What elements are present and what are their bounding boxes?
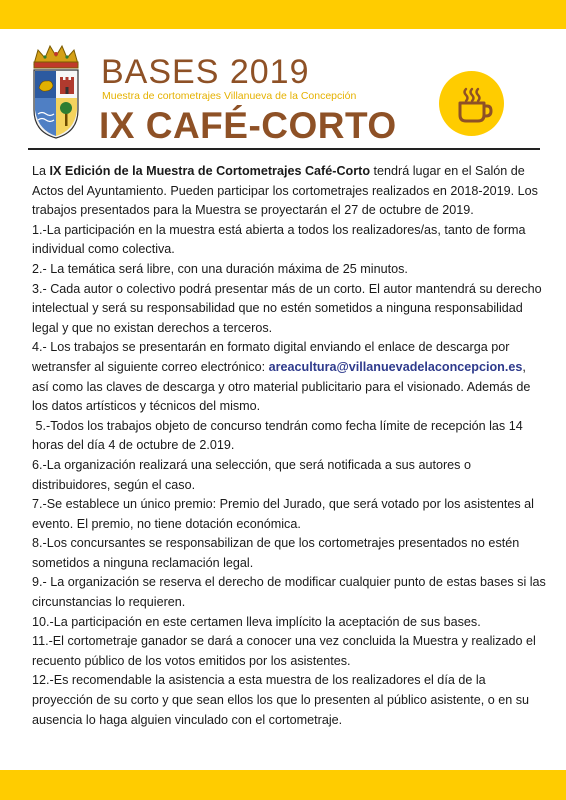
contact-email-link[interactable]: areacultura@villanuevadelaconcepcion.es <box>268 359 523 374</box>
rule-7: 7.-Se establece un único premio: Premio del Jurado, que será votado por los asistentes al evento. El premio, no tiene dotación económica. <box>32 497 534 531</box>
rule-3: 3.- Cada autor o colectivo podrá presentar más de un corto. El autor mantendrá su derecho intelectual y será su responsabilidad que no estén sometidos a ninguna responsabilidad legal y que no existan derechos a terceros. <box>32 281 542 335</box>
intro-bold: IX Edición de la Muestra de Cortometrajes Café-Corto <box>49 164 371 178</box>
intro-post: tendrá lugar en el Salón de Actos del Ayuntamiento. Pueden participar los cortometrajes realizados en 2018-2019. Los trabajos presentados para la Muestra se proyectarán el 27 de octubre de 2019. <box>32 164 538 218</box>
rule-4 <box>32 338 546 416</box>
rule-8: 8.-Los concursantes se responsabilizan de que los cortometrajes presentados no estén sometidos a ninguna reclamación legal. <box>32 536 520 570</box>
header-divider <box>28 148 540 150</box>
rule-12: 12.-Es recomendable la asistencia a esta muestra de los realizadores el día de la proyección de su corto y que sean ellos los que lo presenten al público asistente, o en su ausencia lo haga alguien vinculado con el cortometraje. <box>32 673 530 727</box>
intro-paragraph <box>32 162 546 221</box>
rule-9: 9.- La organización se reserva el derecho de modificar cualquier punto de estas bases si las circunstancias lo requieren. <box>32 575 546 610</box>
rule-4-text: 4.- Los trabajos se presentarán en formato digital enviando el enlace de descarga por wetransfer al siguiente correo electrónico: <box>32 340 510 374</box>
bottom-yellow-band <box>0 770 566 800</box>
top-yellow-band <box>0 0 566 29</box>
intro-pre: La <box>32 164 50 178</box>
rule-6: 6.-La organización realizará una selección, que será notificada a sus autores o distribuidores, según el caso. <box>32 457 471 492</box>
rule-2: 2.- La temática será libre, con una duración máxima de 25 minutos. <box>32 261 408 276</box>
rule-5: 5.-Todos los trabajos objeto de concurso tendrán como fecha límite de recepción las 14 horas del día 4 de octubre de 2.019. <box>32 418 527 453</box>
rule-4-text-end: , así como las claves de descarga y otro material publicitario para el visionado. Además de los datos artísticos y técnicos del mismo. <box>32 359 531 414</box>
coffee-cup-icon <box>439 71 504 136</box>
cup-badge <box>439 71 504 136</box>
main-title: IX CAFÉ-CORTO <box>99 105 397 146</box>
rule-11: 11.-El cortometraje ganador se dará a conocer una vez concluida la Muestra y realizado el recuento público de los votos emitidos por los asistentes. <box>32 634 536 668</box>
rule-10: 10.-La participación en este certamen lleva implícito la aceptación de sus bases. <box>32 614 481 629</box>
rules-body <box>32 162 546 730</box>
subtitle: Muestra de cortometrajes Villanueva de la Concepción <box>102 90 357 102</box>
rule-1: 1.-La participación en la muestra está abierta a todos los realizadores/as, tanto de forma individual como colectiva. <box>32 222 526 257</box>
bases-title: BASES 2019 <box>101 53 310 91</box>
municipal-crest-icon <box>28 44 84 140</box>
